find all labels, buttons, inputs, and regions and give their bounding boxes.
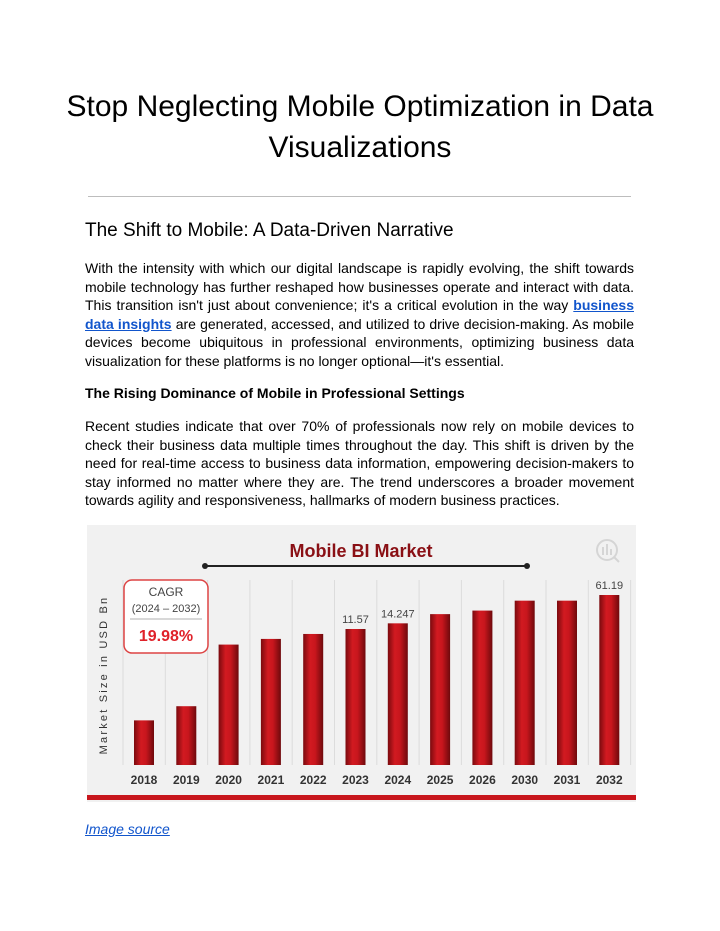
cagr-value: 19.98% — [138, 628, 194, 645]
bar-2024 — [388, 623, 408, 765]
bar-2026 — [472, 611, 492, 765]
cagr-box — [124, 580, 208, 653]
business-data-insights-link[interactable]: business data insights — [85, 297, 634, 332]
bar-2025 — [430, 614, 450, 765]
cagr-period: (2024 – 2032) — [131, 603, 201, 615]
bar-2018 — [134, 720, 154, 765]
x-tick-label: 2021 — [257, 773, 285, 787]
chart-title: Mobile BI Market — [289, 541, 433, 561]
bar-2031 — [557, 601, 577, 765]
x-tick-label: 2032 — [595, 773, 623, 787]
x-tick-label: 2020 — [215, 773, 242, 787]
bar-2032 — [599, 595, 619, 765]
cagr-label: CAGR — [148, 585, 184, 599]
bar-2022 — [303, 634, 323, 765]
bar-2020 — [219, 645, 239, 765]
bar-2021 — [261, 639, 281, 765]
x-tick-label: 2025 — [426, 773, 454, 787]
document-title: Stop Neglecting Mobile Optimization in Data Visualizations — [66, 90, 654, 164]
chart-bottom-band — [87, 795, 636, 800]
mobile-dominance-paragraph: Recent studies indicate that over 70% of professionals now rely on mobile devices to check their business data multiple times throughout the day. This shift is driven by the need for real-time access to business data information, empowering decision-makers to stay informed no matter where they are. The trend underscores a broader movement towards agility and responsiveness, hallmarks of modern business practices. — [85, 418, 634, 508]
x-tick-label: 2019 — [172, 773, 200, 787]
x-tick-label: 2031 — [553, 773, 581, 787]
intro-text-start: With the intensity with which our digital landscape is rapidly evolving, the shift towards mobile technology has further reshaped how businesses operate and interact with data. This transition isn't just about convenience; it's a critical evolution in the way — [85, 260, 634, 313]
x-tick-label: 2018 — [130, 773, 158, 787]
y-axis-label: Market Size in USD Bn — [98, 595, 110, 755]
x-tick-label: 2024 — [384, 773, 412, 787]
data-label: 11.57 — [342, 614, 369, 626]
x-tick-label: 2022 — [299, 773, 327, 787]
intro-text-end: are generated, accessed, and utilized to drive decision-making. As mobile devices become ubiquitous in professional environments, optimizing business data visualization for these platforms is no longer optional—it's essential. — [85, 315, 634, 369]
subheading: The Rising Dominance of Mobile in Professional Settings — [85, 385, 465, 401]
data-label: 14.247 — [380, 608, 415, 621]
image-source-link[interactable]: Image source — [85, 821, 170, 837]
bar-2019 — [176, 706, 196, 765]
x-tick-label: 2030 — [511, 773, 539, 787]
intro-paragraph — [85, 259, 634, 370]
mobile-bi-market-chart — [87, 525, 636, 802]
x-tick-label: 2023 — [342, 773, 369, 787]
section-heading: The Shift to Mobile: A Data-Driven Narrative — [85, 220, 454, 241]
bar-2023 — [346, 629, 366, 765]
bar-2030 — [515, 601, 535, 765]
data-label: 61.19 — [595, 580, 624, 592]
x-tick-label: 2026 — [469, 773, 496, 787]
horizontal-divider — [88, 196, 631, 197]
